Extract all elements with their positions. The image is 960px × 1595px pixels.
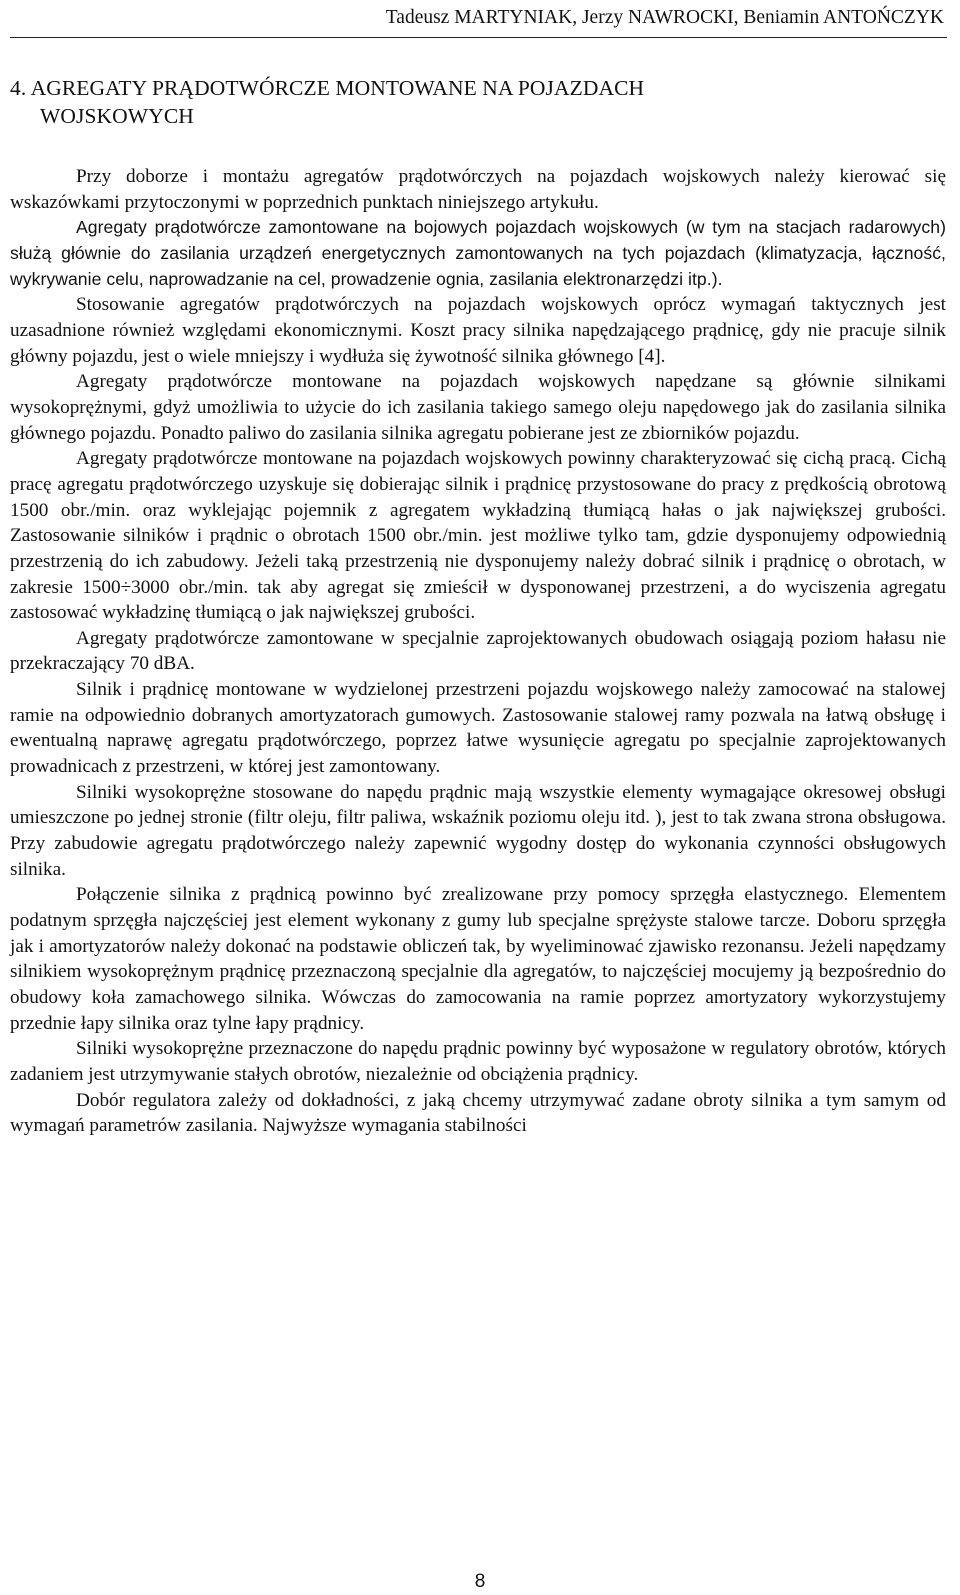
body-text [10,164,946,1139]
paragraph-speed-regulators: Silniki wysokoprężne przeznaczone do napędu prądnic powinny być wyposażone w regulatory obrotów, których zadaniem jest utrzymywanie stałych obrotów, niezależnie od obciążenia prądnicy. [10,1038,946,1085]
section-heading-line-1: 4. AGREGATY PRĄDOTWÓRCZE MONTOWANE NA POJAZDACH [10,76,645,100]
header-divider [10,37,947,38]
paragraph-diesel-engines: Agregaty prądotwórcze montowane na pojazdach wojskowych napędzane są głównie silnikami wysokoprężnymi, gdyż umożliwia to użycie do ich zasilania takiego samego oleju napędowego jak do zasilania silnika głównego pojazdu. Ponadto paliwo do zasilania silnika agregatu pobierane jest ze zbiorników pojazdu. [10,371,946,444]
paragraph-regulator-selection: Dobór regulatora zależy od dokładności, z jaką chcemy utrzymywać zadane obroty silnika a tym samym od wymagań parametrów zasilania. Najwyższe wymagania stabilności [10,1089,946,1137]
page-number: 8 [474,1571,486,1592]
paragraph-vehicle-generators: Agregaty prądotwórcze zamontowane na bojowych pojazdach wojskowych (w tym na stacjach radarowych) służą głównie do zasilania urządzeń energetycznych zamontowanych na tych pojazdach (klimatyzacja, łączność, wykrywanie celu, naprowadzanie na cel, prowadzenie ognia, zasilania elektronarzędzi itp.). [10,217,946,289]
paragraph-steel-frame: Silnik i prądnicę montowane w wydzielonej przestrzeni pojazdu wojskowego należy zamocować na stalowej ramie na odpowiednio dobranych amortyzatorach gumowych. Zastosowanie stalowej ramy pozwala na łatwą obsługę i ewentualną naprawę agregatu prądotwórczego, poprzez łatwe wysunięcie agregatu po specjalnie zaprojektowanych prowadnicach z przestrzeni, w której jest zamontowany. [10,679,946,778]
paragraph-service-side: Silniki wysokoprężne stosowane do napędu prądnic mają wszystkie elementy wymagające okresowej obsługi umieszczone po jednej stronie (filtr oleju, filtr paliwa, wskaźnik poziomu oleju itd. ), jest to tak zwana strona obsługowa. Przy zabudowie agregatu prądotwórczego należy zapewnić wygodny dostęp do wykonania czynności obsługowych silnika. [10,781,946,880]
paragraph-noise-level: Agregaty prądotwórcze zamontowane w specjalnie zaprojektowanych obudowach osiągają poziom hałasu nie przekraczający 70 dBA. [10,627,946,675]
paragraph-intro: Przy doborze i montażu agregatów prądotwórczych na pojazdach wojskowych należy kierować się wskazówkami przytoczonymi w poprzednich punktach niniejszego artykułu. [10,166,946,213]
paragraph-quiet-operation: Agregaty prądotwórcze montowane na pojazdach wojskowych powinny charakteryzować się cichą pracą. Cichą pracę agregatu prądotwórczego uzyskuje się dobierając silnik i prądnicę przystosowane do pracy z prędkością obrotową 1500 obr./min. oraz wyklejając pojemnik z agregatem wykładziną tłumiącą hałas o jak największej grubości. Zastosowanie silników i prądnic o obrotach 1500 obr./min. jest możliwe tylko tam, gdzie dysponujemy odpowiednią przestrzenią do ich zabudowy. Jeżeli taką przestrzenią nie dysponujemy należy dobrać silnik i prądnicę o obrotach, w zakresie 1500÷3000 obr./min. tak aby agregat się zmieścił w dysponowanej przestrzeni, a do wyciszenia agregatu zastosować wykładzinę tłumiącą o jak największej grubości. [10,448,946,624]
paragraph-coupling: Połączenie silnika z prądnicą powinno być zrealizowane przy pomocy sprzęgła elastycznego. Elementem podatnym sprzęgła najczęściej jest element wykonany z gumy lub specjalne sprężyste stalowe tarcze. Doboru sprzęgła jak i amortyzatorów należy dokonać na podstawie obliczeń tak, by wyeliminować zjawisko rezonansu. Jeżeli napędzamy silnikiem wysokoprężnym prądnicę przeznaczoną specjalnie dla agregatów, to najczęściej mocujemy ją bezpośrednio do obudowy koła zamachowego silnika. Wówczas do zamocowania na ramie poprzez amortyzatory wykorzystujemy przednie łapy silnika oraz tylne łapy prądnicy. [10,884,946,1034]
section-heading-line-2: WOJSKOWYCH [40,104,194,128]
running-header-authors: Tadeusz MARTYNIAK, Jerzy NAWROCKI, Beniamin ANTOŃCZYK [385,7,944,28]
section-heading [10,74,890,130]
paragraph-economic-reasons: Stosowanie agregatów prądotwórczych na pojazdach wojskowych oprócz wymagań taktycznych jest uzasadnione również względami ekonomicznymi. Koszt pracy silnika napędzającego prądnicę, gdy nie pracuje silnik główny pojazdu, jest o wiele mniejszy i wydłuża się żywotność silnika głównego [4]. [10,294,946,367]
